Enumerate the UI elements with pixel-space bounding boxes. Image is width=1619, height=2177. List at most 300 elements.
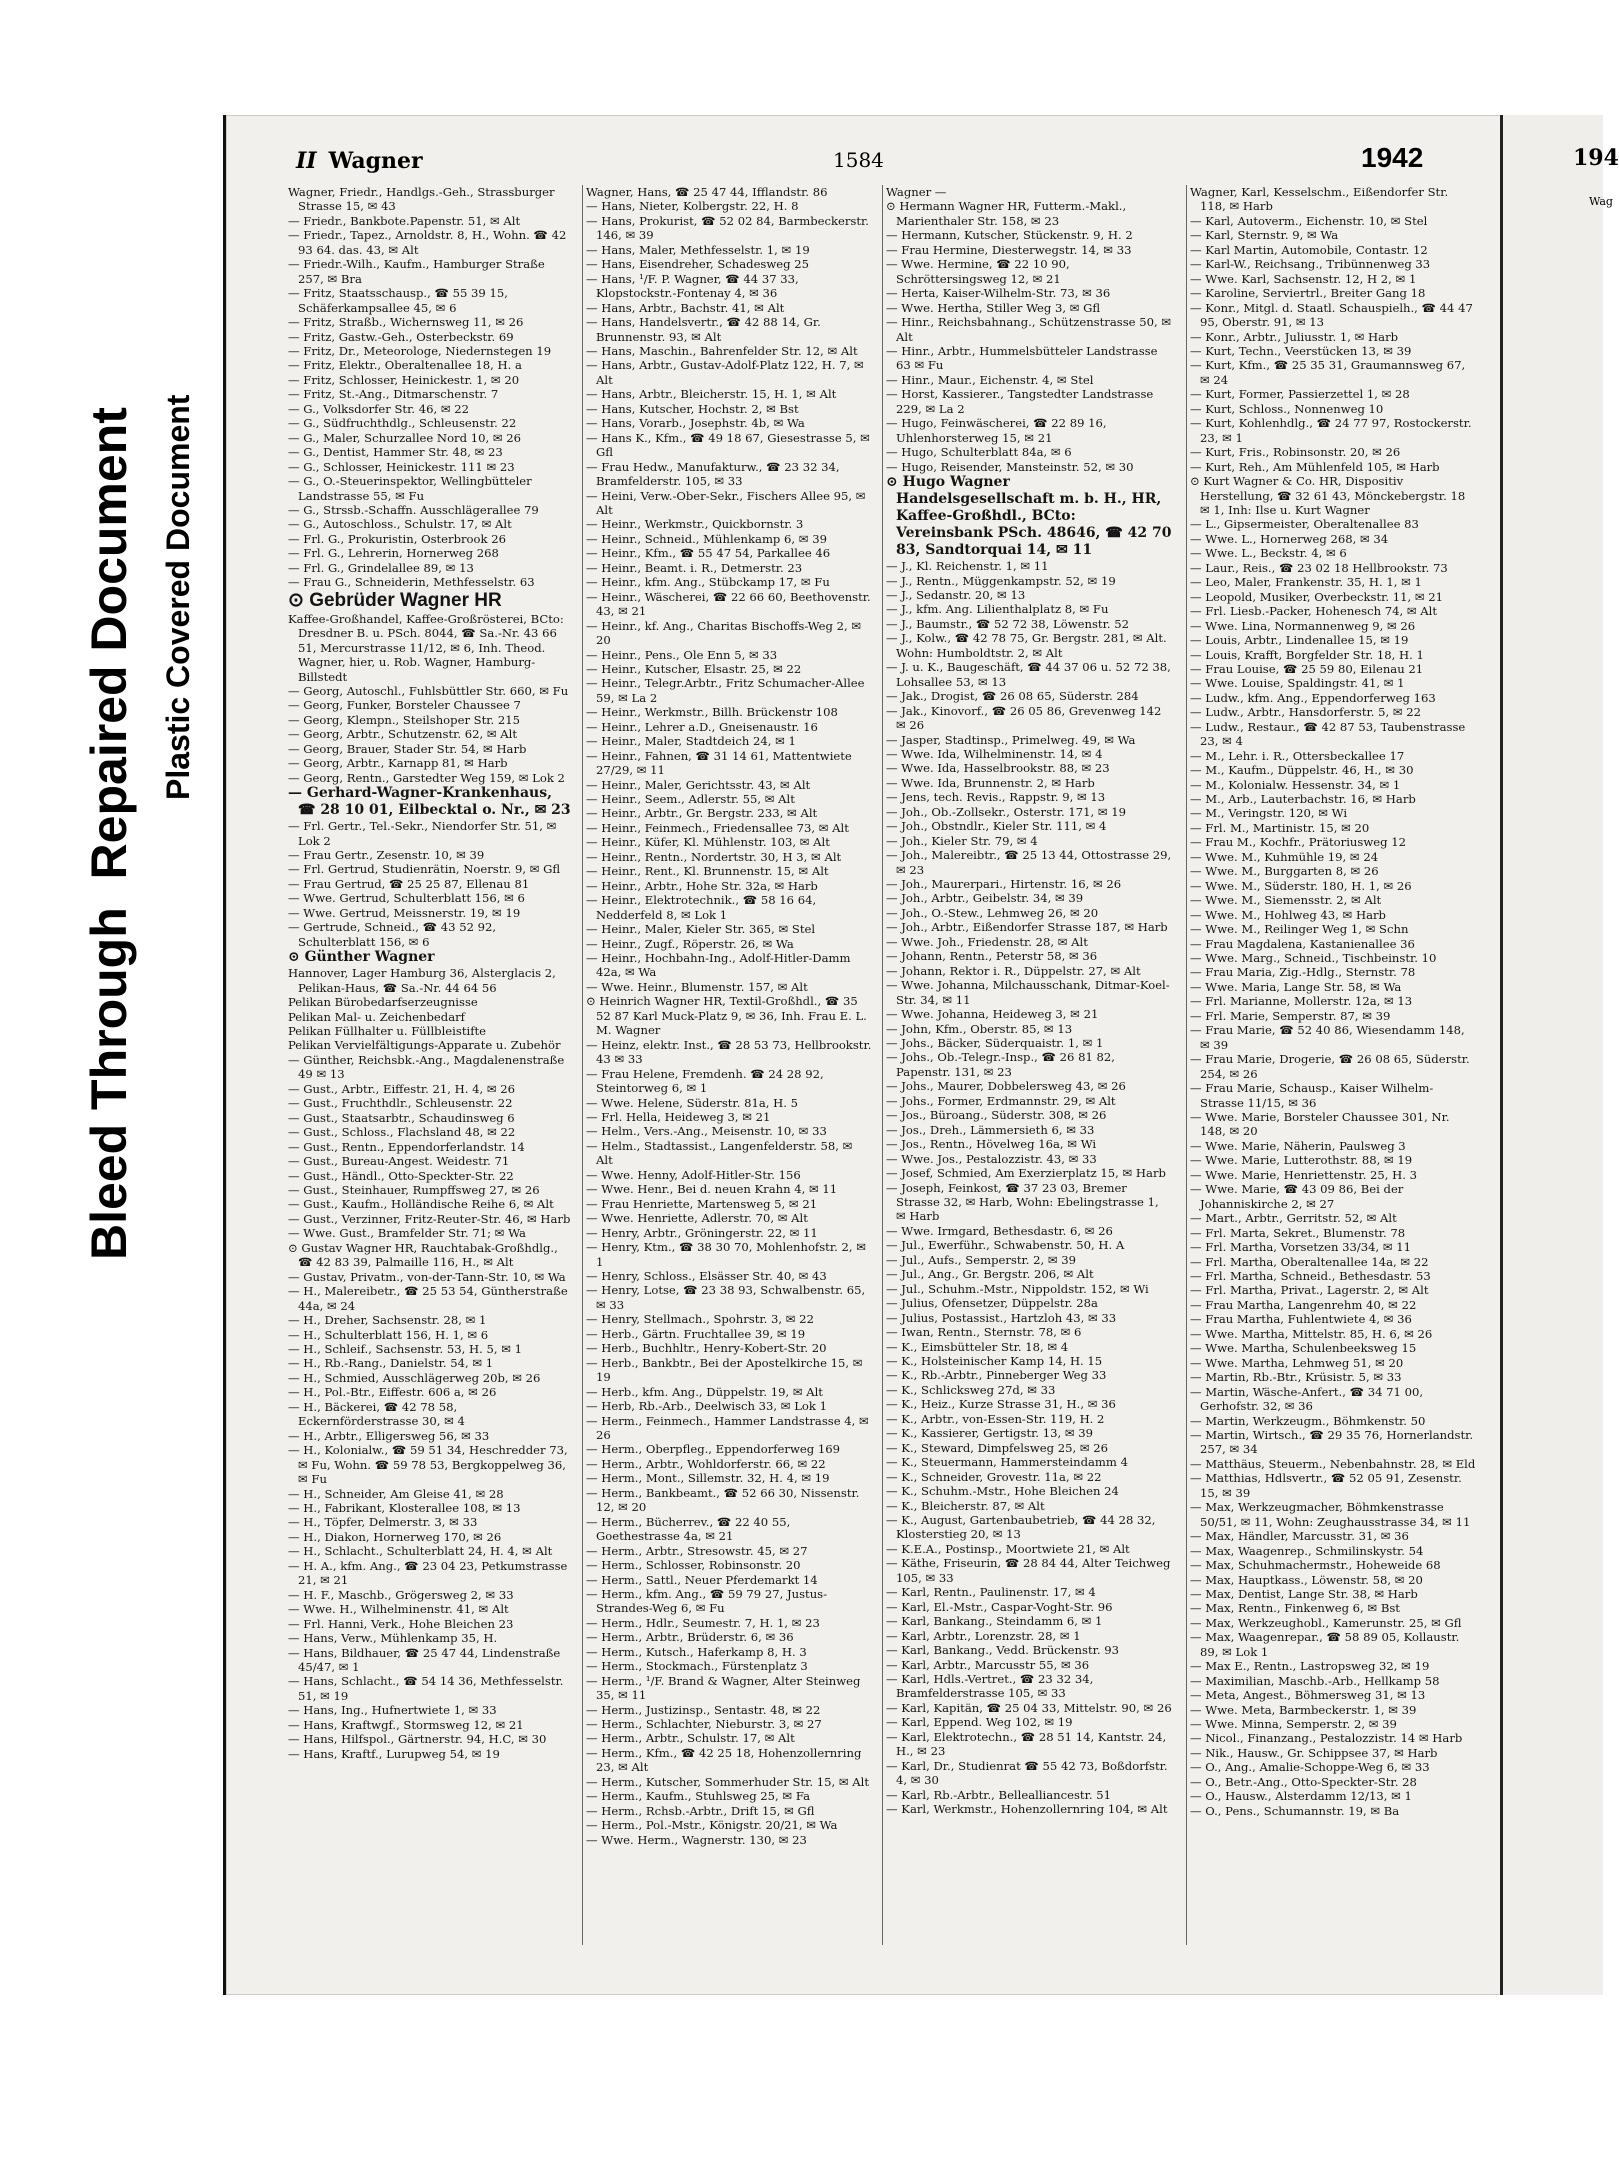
directory-entry: — Jul., Ewerführ., Schwabenstr. 50, H. A [886, 1238, 1125, 1253]
directory-entry: — Frl. Marianne, Mollerstr. 12a, ✉ 13 [1190, 994, 1413, 1009]
directory-entry: — Heinr., Schneid., Mühlenkamp 6, ✉ 39 [586, 531, 827, 546]
directory-entry: — Martin, Werkzeugm., Böhmkenstr. 50 [1190, 1413, 1426, 1428]
directory-entry: — Hinr., Maur., Eichenstr. 4, ✉ Stel [886, 372, 1094, 387]
column-rule [582, 185, 583, 1945]
directory-entry: — O., Betr.-Ang., Otto-Speckter-Str. 28 [1190, 1774, 1417, 1789]
directory-entry: — Gustav, Privatm., von-der-Tann-Str. 10, ✉ Wa [288, 1269, 566, 1284]
directory-entry: — Karl, Rentn., Paulinenstr. 17, ✉ 4 [886, 1585, 1096, 1600]
directory-entry: ⊙ Heinrich Wagner HR, Textil-Großhdl., ☎ 35 52 87 Karl Muck-Platz 9, ✉ 36, Inh. Frau E. L. M. Wagner [586, 994, 867, 1038]
page-header [226, 115, 1503, 173]
directory-entry: — Wwe. L., Hornerweg 268, ✉ 34 [1190, 531, 1389, 546]
directory-entry: — Jul., Ang., Gr. Bergstr. 206, ✉ Alt [886, 1267, 1094, 1282]
directory-entry: — Max, Händler, Marcusstr. 31, ✉ 36 [1190, 1529, 1409, 1544]
directory-column-2 [586, 185, 872, 1945]
directory-entry: — Wwe. Ida, Wilhelminenstr. 14, ✉ 4 [886, 746, 1103, 761]
directory-entry: — Frau Hermine, Diesterwegstr. 14, ✉ 33 [886, 242, 1132, 257]
directory-entry: — G., O.-Steuerinspektor, Wellingbütteler Landstrasse 55, ✉ Fu [288, 474, 532, 503]
directory-entry: — Karl, Werkmstr., Hohenzollernring 104, ✉ Alt [886, 1802, 1168, 1817]
directory-entry: — Jos., Rentn., Hövelweg 16a, ✉ Wi [886, 1137, 1097, 1152]
directory-entry: — Fritz, Staatsschausp., ☎ 55 39 15, Schäferkampsallee 45, ✉ 6 [288, 286, 508, 315]
directory-entry: — Frau Magdalena, Kastanienallee 36 [1190, 936, 1415, 951]
directory-entry: — Frl. Martha, Oberaltenallee 14a, ✉ 22 [1190, 1254, 1429, 1269]
header-name: Wagner [328, 148, 423, 174]
directory-entry: — M., Veringstr. 120, ✉ Wi [1190, 806, 1348, 821]
directory-entry: — Herm., Rchsb.-Arbtr., Drift 15, ✉ Gfl [586, 1803, 815, 1818]
directory-entry: — Wwe. Martha, Lehmweg 51, ✉ 20 [1190, 1355, 1404, 1370]
directory-entry: — Heinr., Seem., Adlerstr. 55, ✉ Alt [586, 792, 795, 807]
directory-entry: — Joseph, Feinkost, ☎ 37 23 03, Bremer Strasse 32, ✉ Harb, Wohn: Ebelingstrasse 1, ✉ Harb [886, 1180, 1159, 1224]
directory-entry: — K., Schuhm.-Mstr., Hohe Bleichen 24 [886, 1484, 1119, 1499]
directory-entry: — L., Gipsermeister, Oberaltenallee 83 [1190, 517, 1419, 532]
directory-entry: — G., Autoschloss., Schulstr. 17, ✉ Alt [288, 517, 512, 532]
directory-entry: Kaffee-Großhandel, Kaffee-Großrösterei, BCto: Dresdner B. u. PSch. 8044, ☎ Sa.-Nr. 43 66 51, Mercurstrasse 11/12, ✉ 6, Inh. Theod. Wagner, hier, u. Rob. Wagner, Hamburg-Billstedt [288, 611, 564, 684]
directory-entry: — Wwe. Marie, Borsteler Chaussee 301, Nr. 148, ✉ 20 [1190, 1110, 1450, 1139]
directory-entry: — H. F., Maschb., Grögersweg 2, ✉ 33 [288, 1587, 514, 1602]
directory-entry: — H., Dreher, Sachsenstr. 28, ✉ 1 [288, 1313, 487, 1328]
directory-entry: — Herm., Kfm., ☎ 42 25 18, Hohenzollernring 23, ✉ Alt [586, 1745, 862, 1775]
directory-entry: — Heinr., Küfer, Kl. Mühlenstr. 103, ✉ Alt [586, 835, 830, 850]
directory-entry: Wagner — [886, 185, 947, 199]
directory-entry: Pelikan Füllhalter u. Füllbleistifte [288, 1024, 486, 1039]
directory-entry: — Jos., Bürоang., Süderstr. 308, ✉ 26 [886, 1108, 1107, 1123]
directory-entry: — Herm., kfm. Ang., ☎ 59 79 27, Justus-Strandes-Weg 6, ✉ Fu [586, 1586, 828, 1616]
directory-entry: — Frau M., Kochfr., Prätoriusweg 12 [1190, 835, 1406, 850]
directory-entry: — Helm., Vers.-Ang., Meisenstr. 10, ✉ 33 [586, 1124, 827, 1139]
directory-entry: — Herm., Justizinsp., Sentastr. 48, ✉ 22 [586, 1702, 821, 1717]
page-number: 1584 [833, 148, 884, 172]
directory-entry: — J., Sedanstr. 20, ✉ 13 [886, 587, 1026, 602]
directory-entry: — H., Schneider, Am Gleise 41, ✉ 28 [288, 1486, 504, 1501]
directory-entry: Pelikan Bürobedarfserzeugnisse [288, 995, 478, 1010]
directory-entry: — Jul., Schuhm.-Mstr., Nippoldstr. 152, ✉ Wi [886, 1281, 1149, 1296]
directory-entry: — Frau Henriette, Martensweg 5, ✉ 21 [586, 1196, 818, 1211]
directory-entry: — J. u. K., Baugeschäft, ☎ 44 37 06 u. 52 72 38, Lohsallee 53, ✉ 13 [886, 660, 1171, 689]
scanned-directory-page [223, 115, 1503, 1995]
directory-entry: — Hugo, Schulterblatt 84a, ✉ 6 [886, 445, 1072, 460]
directory-entry: — Herm., Sattl., Neuer Pferdemarkt 14 [586, 1572, 818, 1587]
directory-entry: — H., Pol.-Btr., Eiffestr. 606 a, ✉ 26 [288, 1385, 497, 1400]
directory-entry: — Herm., Arbtr., Schulstr. 17, ✉ Alt [586, 1731, 795, 1746]
directory-entry: — Wwe. Meta, Barmbeckerstr. 1, ✉ 39 [1190, 1702, 1417, 1717]
directory-entry: — Heinr., Maler, Gerichtsstr. 43, ✉ Alt [586, 777, 811, 792]
directory-entry: — J., Kolw., ☎ 42 78 75, Gr. Bergstr. 281, ✉ Alt. Wohn: Humboldtstr. 2, ✉ Alt [886, 631, 1167, 660]
directory-entry: — Frl. Martha, Privat., Lagerstr. 2, ✉ Alt [1190, 1283, 1429, 1298]
directory-entry: — Karl, Kapitän, ☎ 25 04 33, Mittelstr. 90, ✉ 26 [886, 1700, 1172, 1715]
directory-entry: — Herb., Buchhltr., Henry-Kobert-Str. 20 [586, 1341, 827, 1356]
directory-entry: — Wwe. M., Kuhmühle 19, ✉ 24 [1190, 849, 1379, 864]
directory-entry: — Heinr., Maler, Kieler Str. 365, ✉ Stel [586, 922, 816, 937]
adjacent-page-year: 194 [1573, 145, 1619, 171]
directory-entry: — Max E., Rentn., Lastropsweg 32, ✉ 19 [1190, 1659, 1430, 1674]
directory-column-1 [288, 185, 574, 1945]
directory-entry: — John, Kfm., Oberstr. 85, ✉ 13 [886, 1021, 1073, 1036]
directory-entry: — Max, Werkzeugmacher, Böhmkenstrasse 50/51, ✉ 11, Wohn: Zeughausstrasse 34, ✉ 11 [1190, 1500, 1471, 1529]
directory-entry: — Fritz, St.-Ang., Ditmarschenstr. 7 [288, 387, 499, 402]
directory-entry: — Horst, Kassierer., Tangstedter Landstrasse 229, ✉ La 2 [886, 387, 1154, 416]
directory-entry: — K., Steward, Dimpfelsweg 25, ✉ 26 [886, 1440, 1109, 1455]
directory-entry: — Leopold, Musiker, Overbeckstr. 11, ✉ 21 [1190, 589, 1444, 604]
adjacent-page-edge [1500, 115, 1619, 1995]
directory-entry: — Herm., Feinmech., Hammer Landstrasse 4, ✉ 26 [586, 1413, 869, 1442]
directory-columns [288, 185, 1490, 1945]
directory-entry: — Heinr., Maler, Stadtdeich 24, ✉ 1 [586, 734, 796, 749]
column-rule [1186, 185, 1187, 1945]
directory-entry: — G., Maler, Schurzallee Nord 10, ✉ 26 [288, 430, 521, 445]
directory-entry: — Max, Hauptkass., Löwenstr. 58, ✉ 20 [1190, 1572, 1423, 1587]
directory-entry: — Georg, Brauer, Stader Str. 54, ✉ Harb [288, 741, 527, 756]
directory-entry: — J., Kl. Reichenstr. 1, ✉ 11 [886, 559, 1049, 574]
directory-entry: — Karl, Bankang., Steindamm 6, ✉ 1 [886, 1614, 1103, 1629]
directory-entry: — Hugo, Reisender, Mansteinstr. 52, ✉ 30 [886, 459, 1134, 474]
directory-entry: — Joh., Maurerpari., Hirtenstr. 16, ✉ 26 [886, 877, 1122, 892]
directory-entry: — K., Arbtr., von-Essen-Str. 119, H. 2 [886, 1411, 1105, 1426]
directory-entry: — Herm., Bankbeamt., ☎ 52 66 30, Nissenstr. 12, ✉ 20 [586, 1485, 860, 1515]
directory-entry: — Friedr.-Wilh., Kaufm., Hamburger Straße 257, ✉ Bra [288, 257, 545, 286]
directory-entry: — Hans, Prokurist, ☎ 52 02 84, Barmbeckerstr. 146, ✉ 39 [586, 213, 869, 243]
directory-entry: — Frl. Liesb.-Packer, Hohenesch 74, ✉ Alt [1190, 604, 1438, 619]
directory-entry: — Max, Waagenrepar., ☎ 58 89 05, Kollaustr. 89, ✉ Lok 1 [1190, 1630, 1460, 1659]
directory-entry: — Hans, Ing., Hufnertwiete 1, ✉ 33 [288, 1703, 497, 1718]
directory-entry: — Wwe. M., Süderstr. 180, H. 1, ✉ 26 [1190, 878, 1412, 893]
directory-entry: Wagner, Hans, ☎ 25 47 44, Ifflandstr. 86 [586, 185, 828, 199]
directory-entry: — Heinr., Rent., Kl. Brunnenstr. 15, ✉ Alt [586, 864, 829, 879]
directory-entry: — Kurt, Fris., Robinsonstr. 20, ✉ 26 [1190, 445, 1401, 460]
directory-entry: — K.E.A., Postinsp., Moortwiete 21, ✉ Alt [886, 1541, 1130, 1556]
directory-entry: — H., Arbtr., Elligersweg 56, ✉ 33 [288, 1428, 490, 1443]
directory-entry: — Martin, Wäsche-Anfert., ☎ 34 71 00, Gerhofstr. 32, ✉ 36 [1190, 1384, 1424, 1414]
directory-entry: — Heinr., Werkmstr., Billh. Brückenstr 108 [586, 705, 838, 720]
directory-entry: — Herm., Pol.-Mstr., Königstr. 20/21, ✉ Wa [586, 1818, 838, 1833]
directory-entry: — Kurt, Reh., Am Mühlenfeld 105, ✉ Harb [1190, 459, 1440, 474]
directory-entry: — Gust., Schloss., Flachsland 48, ✉ 22 [288, 1125, 516, 1140]
scan-top-margin [225, 0, 1600, 115]
directory-entry: ⊙ Gebrüder Wagner HR [288, 589, 502, 611]
directory-entry: — Max, Waagenrep., Schmilinskystr. 54 [1190, 1543, 1424, 1558]
directory-entry: — Herm., Schlachter, Nieburstr. 3, ✉ 27 [586, 1717, 822, 1732]
directory-entry: — Henry, Lotse, ☎ 23 38 93, Schwalbenstr. 65, ✉ 33 [586, 1283, 866, 1312]
directory-entry: — Hans, Arbtr., Gustav-Adolf-Platz 122, H. 7, ✉ Alt [586, 358, 864, 387]
directory-entry: — G., Volksdorfer Str. 46, ✉ 22 [288, 401, 469, 416]
directory-entry: — Julius, Postassist., Hartzloh 43, ✉ 33 [886, 1310, 1117, 1325]
directory-entry: — Wwe. M., Burggarten 8, ✉ 26 [1190, 864, 1379, 879]
directory-entry: Pelikan Vervielfältigungs-Apparate u. Zubehör [288, 1038, 561, 1053]
directory-entry: — Fritz, Straßb., Wichernsweg 11, ✉ 26 [288, 315, 524, 330]
directory-entry: — Wwe. M., Hohlweg 43, ✉ Harb [1190, 907, 1386, 922]
directory-column-4 [1190, 185, 1476, 1945]
directory-entry: — Frau G., Schneiderin, Methfesselstr. 63 [288, 575, 535, 590]
directory-entry: — Heinr., kfm. Ang., Stübckamp 17, ✉ Fu [586, 575, 830, 590]
directory-entry: — Henry, Stellmach., Spohrstr. 3, ✉ 22 [586, 1312, 814, 1327]
directory-entry: — Wwe. Herm., Wagnerstr. 130, ✉ 23 [586, 1832, 807, 1847]
directory-entry: — Heinz, elektr. Inst., ☎ 28 53 73, Hellbrookstr. 43 ✉ 33 [586, 1037, 872, 1067]
directory-entry: — Julius, Ofensetzer, Düppelstr. 28a [886, 1296, 1098, 1311]
directory-entry: — Wwe. Lina, Normannenweg 9, ✉ 26 [1190, 618, 1416, 633]
directory-entry: — Georg, Arbtr., Schutzenstr. 62, ✉ Alt [288, 727, 518, 742]
directory-entry: — Georg, Arbtr., Karnapp 81, ✉ Harb [288, 756, 508, 771]
directory-entry: — Wwe. Marie, Lutterothstr. 88, ✉ 19 [1190, 1153, 1413, 1168]
directory-entry: — K., Kassierer, Gertigstr. 13, ✉ 39 [886, 1426, 1094, 1441]
directory-entry: — Joh., Arbtr., Geibelstr. 34, ✉ 39 [886, 891, 1084, 906]
directory-entry: — Hans, Handelsvertr., ☎ 42 88 14, Gr. Brunnenstr. 93, ✉ Alt [586, 315, 821, 344]
directory-entry: — Hans, Schlacht., ☎ 54 14 36, Methfesselstr. 51, ✉ 19 [288, 1674, 564, 1703]
directory-entry: — H. A., kfm. Ang., ☎ 23 04 23, Petkumstrasse 21, ✉ 21 [288, 1558, 568, 1588]
directory-entry: — Frl. Hanni, Verk., Hohe Bleichen 23 [288, 1616, 514, 1631]
directory-entry: — Joh., Malereibtr., ☎ 25 13 44, Ottostrasse 29, ✉ 23 [886, 848, 1172, 877]
directory-entry: — Heinr., Fahnen, ☎ 31 14 61, Mattentwiete 27/29, ✉ 11 [586, 748, 852, 778]
directory-entry: — Hans, Maler, Methfesselstr. 1, ✉ 19 [586, 242, 810, 257]
directory-entry: — Wwe. Marg., Schneid., Tischbeinstr. 10 [1190, 951, 1437, 966]
directory-entry: — Matthäus, Steuerm., Nebenbahnstr. 28, ✉ Eld [1190, 1456, 1476, 1471]
directory-entry: — Frl. G., Grindelallee 89, ✉ 13 [288, 560, 474, 575]
directory-entry: — Herm., Schlosser, Robinsonstr. 20 [586, 1558, 801, 1573]
directory-entry: — Hinr., Reichsbahnang., Schützenstrasse 50, ✉ Alt [886, 315, 1172, 344]
directory-entry: — Karl, Rb.-Arbtr., Bellealliancestr. 51 [886, 1787, 1111, 1802]
directory-entry: — Heini, Verw.-Ober-Sekr., Fischers Allee 95, ✉ Alt [586, 488, 866, 517]
directory-entry: — Wwe. M., Siemensstr. 2, ✉ Alt [1190, 893, 1382, 908]
directory-entry: — Karl Martin, Automobile, Contastr. 12 [1190, 242, 1428, 257]
directory-entry: — Wwe. Johanna, Heideweg 3, ✉ 21 [886, 1007, 1099, 1022]
directory-entry: — Max, Rentn., Finkenweg 6, ✉ Bst [1190, 1601, 1400, 1616]
directory-entry: — Wwe. Heinr., Blumenstr. 157, ✉ Alt [586, 979, 808, 994]
directory-entry: — K., Schneider, Grovestr. 11a, ✉ 22 [886, 1469, 1102, 1484]
directory-entry: Hannover, Lager Hamburg 36, Alsterglacis 2, Pelikan-Haus, ☎ Sa.-Nr. 44 64 56 [288, 966, 556, 995]
directory-entry: — Gerhard-Wagner-Krankenhaus, ☎ 28 10 01, Eilbecktal o. Nr., ✉ 23 [288, 785, 571, 819]
directory-entry: — Joh., O.-Stew., Lehmweg 26, ✉ 20 [886, 905, 1099, 920]
directory-entry: ⊙ Gustav Wagner HR, Rauchtabak-Großhdlg., ☎ 42 83 39, Palmaille 116, H., ✉ Alt [288, 1240, 558, 1270]
directory-entry: — Gust., Händl., Otto-Speckter-Str. 22 [288, 1168, 514, 1183]
directory-entry: — Henry, Schloss., Elsässer Str. 40, ✉ 43 [586, 1268, 827, 1283]
directory-entry: — Nicol., Finanzang., Pestalozzistr. 14 ✉ Harb [1190, 1731, 1463, 1746]
bleed-through-label: Bleed Through Repaired Document [81, 407, 137, 1260]
directory-entry: — Hans, ¹/F. P. Wagner, ☎ 44 37 33, Klopstockstr.-Fontenay 4, ✉ 36 [586, 271, 799, 301]
directory-entry: — Johs., Bäcker, Süderquaistr. 1, ✉ 1 [886, 1036, 1104, 1051]
directory-entry: — Wwe. L., Beckstr. 4, ✉ 6 [1190, 546, 1347, 561]
directory-entry: — Hans K., Kfm., ☎ 49 18 67, Giesestrasse 5, ✉ Gfl [586, 430, 870, 460]
directory-entry: — Karl, Arbtr., Marcusstr 55, ✉ 36 [886, 1657, 1090, 1672]
directory-entry: — Hinr., Arbtr., Hummelsbütteler Landstrasse 63 ✉ Fu [886, 343, 1158, 373]
directory-entry: — Frau Hedw., Manufakturw., ☎ 23 32 34, Bramfelderstr. 105, ✉ 33 [586, 459, 840, 489]
directory-entry: — Heinr., Arbtr., Gr. Bergstr. 233, ✉ Alt [586, 806, 818, 821]
directory-entry: — Gertrude, Schneid., ☎ 43 52 92, Schulterblatt 156, ✉ 6 [288, 920, 497, 949]
directory-entry: — Frl. Marie, Semperstr. 87, ✉ 39 [1190, 1008, 1391, 1023]
directory-entry: — Hans, Kutscher, Hochstr. 2, ✉ Bst [586, 401, 799, 416]
annotation-sidebar [0, 0, 225, 2177]
directory-entry: — Georg, Funker, Borsteler Chaussee 7 [288, 698, 521, 713]
directory-entry: — H., Malereibetr., ☎ 25 53 54, Güntherstraße 44a, ✉ 24 [288, 1284, 568, 1313]
directory-entry: — Herm., Arbtr., Stresowstr. 45, ✉ 27 [586, 1543, 808, 1558]
directory-entry: — Heinr., Elektrotechnik., ☎ 58 16 64, Nedderfeld 8, ✉ Lok 1 [586, 893, 817, 922]
directory-entry: — K., Rb.-Arbtr., Pinneberger Weg 33 [886, 1368, 1107, 1383]
directory-entry: — Wwe. Maria, Lange Str. 58, ✉ Wa [1190, 979, 1402, 994]
directory-entry: — Frau Martha, Langenrehm 40, ✉ 22 [1190, 1297, 1417, 1312]
directory-entry: — H., Töpfer, Delmerstr. 3, ✉ 33 [288, 1515, 478, 1530]
column-rule [882, 185, 883, 1945]
directory-entry: — Käthe, Friseurin, ☎ 28 84 44, Alter Teichweg 105, ✉ 33 [886, 1556, 1171, 1585]
directory-entry: — Frau Marie, Drogerie, ☎ 26 08 65, Süderstr. 254, ✉ 26 [1190, 1052, 1470, 1081]
directory-entry: — Joh., Obstndlr., Kieler Str. 111, ✉ 4 [886, 819, 1107, 834]
directory-entry: — Karl, Arbtr., Lorenzstr. 28, ✉ 1 [886, 1628, 1081, 1643]
directory-entry: — Wwe. Gust., Bramfelder Str. 71; ✉ Wa [288, 1226, 526, 1241]
directory-entry: — Henry, Ktm., ☎ 38 30 70, Mohlenhofstr. 2, ✉ 1 [586, 1240, 866, 1269]
directory-entry: — Wwe. Gertrud, Meissnerstr. 19, ✉ 19 [288, 905, 521, 920]
directory-entry: — Max, Werkzeughobl., Kamerunstr. 25, ✉ Gfl [1190, 1615, 1462, 1630]
directory-entry: — Frau Gertr., Zesenstr. 10, ✉ 39 [288, 848, 485, 863]
directory-entry: — Hans, Maschin., Bahrenfelder Str. 12, ✉ Alt [586, 343, 858, 358]
directory-entry: — Frau Marie, ☎ 52 40 86, Wiesendamm 148, ✉ 39 [1190, 1023, 1465, 1052]
directory-entry: — Frl. M., Martinistr. 15, ✉ 20 [1190, 820, 1370, 835]
directory-entry: — Martin, Wirtsch., ☎ 29 35 76, Hornerlandstr. 257, ✉ 34 [1190, 1427, 1474, 1457]
directory-entry: — Johann, Rentn., Peterstr 58, ✉ 36 [886, 949, 1098, 964]
section-number: II [296, 148, 317, 174]
directory-entry: — Fritz, Gastw.-Geh., Osterbeckstr. 69 [288, 329, 514, 344]
directory-entry: — Günther, Reichsbk.-Ang., Magdalenenstraße 49 ✉ 13 [288, 1052, 565, 1082]
directory-entry: — Heinr., kf. Ang., Charitas Bischoffs-Weg 2, ✉ 20 [586, 618, 862, 648]
directory-entry: — Johs., Former, Erdmannstr. 29, ✉ Alt [886, 1093, 1116, 1108]
directory-entry: — Henry, Arbtr., Gröningerstr. 22, ✉ 11 [586, 1225, 818, 1240]
directory-entry: Wagner, Friedr., Handlgs.-Geh., Strassburger Strasse 15, ✉ 43 [288, 185, 555, 214]
directory-entry: — Hans, Kraftf., Lurupweg 54, ✉ 19 [288, 1746, 500, 1761]
directory-entry: — Kurt, Kohlenhdlg., ☎ 24 77 97, Rostockerstr. 23, ✉ 1 [1190, 416, 1472, 445]
directory-entry: — J., Rentn., Müggenkampstr. 52, ✉ 19 [886, 573, 1116, 588]
directory-entry: — Frau Gertrud, ☎ 25 25 87, Ellenau 81 [288, 876, 530, 891]
directory-entry: — H., Kolonialw., ☎ 59 51 34, Heschredder 73, ✉ Fu, Wohn. ☎ 59 78 53, Bergkoppelweg 36, ✉ Fu [288, 1443, 568, 1487]
directory-entry: — Hermann, Kutscher, Stückenstr. 9, H. 2 [886, 228, 1133, 243]
directory-entry: — Georg, Rentn., Garstedter Weg 159, ✉ Lok 2 [288, 770, 565, 785]
directory-entry: — Karl, Dr., Studienrat ☎ 55 42 73, Boßdorfstr. 4, ✉ 30 [886, 1758, 1168, 1788]
directory-entry: — K., Heiz., Kurze Strasse 31, H., ✉ 36 [886, 1397, 1116, 1412]
directory-entry: — Wwe. H., Wilhelminenstr. 41, ✉ Alt [288, 1602, 509, 1617]
directory-entry: Pelikan Mal- u. Zeichenbedarf [288, 1009, 465, 1024]
directory-entry: — G., Dentist, Hammer Str. 48, ✉ 23 [288, 445, 503, 460]
directory-entry: — K., Holsteinischer Kamp 14, H. 15 [886, 1353, 1103, 1368]
directory-entry: — Wwe. Marie, ☎ 43 09 86, Bei der Johanniskirche 2, ✉ 27 [1190, 1182, 1404, 1211]
directory-entry: — H., Schmied, Ausschlägerweg 20b, ✉ 26 [288, 1370, 541, 1385]
directory-entry: — Fritz, Schlosser, Heinickestr. 1, ✉ 20 [288, 372, 520, 387]
directory-entry: — Wwe. Henriette, Adlerstr. 70, ✉ Alt [586, 1211, 808, 1226]
directory-entry: — Wwe. Johanna, Milchausschank, Ditmar-Koel-Str. 34, ✉ 11 [886, 978, 1170, 1007]
header-year: 1942 [1361, 142, 1424, 173]
directory-entry: — Ludw., kfm. Ang., Eppendorferweg 163 [1190, 690, 1436, 705]
directory-entry: — Matthias, Hdlsvertr., ☎ 52 05 91, Zesenstr. 15, ✉ 39 [1190, 1471, 1462, 1500]
directory-entry: — Jos., Dreh., Lämmersieth 6, ✉ 33 [886, 1122, 1095, 1137]
directory-entry: — G., Schlosser, Heinickestr. 111 ✉ 23 [288, 459, 515, 474]
directory-entry: — Wwe. Gertrud, Schulterblatt 156, ✉ 6 [288, 891, 525, 906]
directory-entry: — Karl-W., Reichsang., Tribünnenweg 33 [1190, 257, 1431, 272]
directory-entry: — Fritz, Elektr., Oberaltenallee 18, H. a [288, 358, 522, 373]
directory-entry: — Herb., kfm. Ang., Düppelstr. 19, ✉ Alt [586, 1384, 823, 1399]
directory-entry: — Herb., Bankbtr., Bei der Apostelkirche 15, ✉ 19 [586, 1355, 863, 1385]
directory-entry: ⊙ Hermann Wagner HR, Futterm.-Makl., Marienthaler Str. 158, ✉ 23 [886, 199, 1127, 228]
directory-entry: — Nik., Hausw., Gr. Schippsee 37, ✉ Harb [1190, 1745, 1438, 1760]
directory-entry: — Karl, Autoverm., Eichenstr. 10, ✉ Stel [1190, 213, 1428, 228]
directory-entry: — Frau Martha, Fuhlentwiete 4, ✉ 36 [1190, 1312, 1412, 1327]
directory-entry: — M., Kolonialw. Hessenstr. 34, ✉ 1 [1190, 777, 1401, 792]
directory-entry: — Heinr., Werkmstr., Quickbornstr. 3 [586, 517, 804, 532]
directory-entry: — K., Eimsbütteler Str. 18, ✉ 4 [886, 1339, 1069, 1354]
directory-entry: — Frau Maria, Zig.-Hdlg., Sternstr. 78 [1190, 965, 1416, 980]
directory-entry: — Meta, Angest., Böhmersweg 31, ✉ 13 [1190, 1688, 1426, 1703]
directory-entry: — Hugo, Feinwäscherei, ☎ 22 89 16, Uhlenhorsterweg 15, ✉ 21 [886, 416, 1107, 445]
directory-entry: — Ludw., Restaur., ☎ 42 87 53, Taubenstrasse 23, ✉ 4 [1190, 719, 1466, 749]
directory-entry: — K., Bleicherstr. 87, ✉ Alt [886, 1498, 1045, 1513]
directory-entry: — Karl, Eppend. Weg 102, ✉ 19 [886, 1715, 1073, 1730]
directory-entry: — Hans, Vorarb., Josephstr. 4b, ✉ Wa [586, 416, 805, 431]
directory-entry: — Max, Schuhmachermstr., Hoheweide 68 [1190, 1558, 1441, 1573]
directory-entry: — Frl. Hella, Heideweg 3, ✉ 21 [586, 1110, 771, 1124]
directory-entry: — Konr., Mitgl. d. Staatl. Schauspielh., ☎ 44 47 95, Oberstr. 91, ✉ 13 [1190, 300, 1473, 330]
directory-entry: — Heinr., Arbtr., Hohe Str. 32a, ✉ Harb [586, 878, 818, 893]
directory-entry: — Gust., Staatsarbtr., Schaudinsweg 6 [288, 1110, 515, 1125]
directory-entry: — Johann, Rektor i. R., Düppelstr. 27, ✉ Alt [886, 963, 1141, 978]
directory-entry: — Iwan, Rentn., Sternstr. 78, ✉ 6 [886, 1325, 1082, 1340]
directory-entry: — Kurt, Former, Passierzettel 1, ✉ 28 [1190, 387, 1410, 402]
directory-entry: — Wwe. Ida, Brunnenstr. 2, ✉ Harb [886, 775, 1095, 790]
directory-entry: — Frl. Gertrud, Studienrätin, Noerstr. 9, ✉ Gfl [288, 862, 561, 877]
directory-entry: — Gust., Bureau-Angest. Weidestr. 71 [288, 1154, 510, 1169]
directory-entry: — O., Ang., Amalie-Schoppe-Weg 6, ✉ 33 [1190, 1760, 1430, 1775]
directory-entry: — M., Arb., Lauterbachstr. 16, ✉ Harb [1190, 792, 1416, 807]
directory-entry: — Heinr., Rentn., Nordertstr. 30, H 3, ✉ Alt [586, 849, 842, 864]
directory-entry: — Joh., Kieler Str. 79, ✉ 4 [886, 833, 1038, 848]
directory-entry: — Konr., Arbtr., Juliusstr. 1, ✉ Harb [1190, 329, 1399, 344]
directory-entry: — Herb., Gärtn. Fruchtallee 39, ✉ 19 [586, 1326, 806, 1341]
directory-entry: — Wwe. Karl, Sachsenstr. 12, H 2, ✉ 1 [1190, 271, 1417, 286]
directory-entry: — Karl, Hdls.-Vertret., ☎ 23 32 34, Bramfelderstrasse 105, ✉ 33 [886, 1671, 1094, 1701]
directory-entry: — Hans, Hilfspol., Gärtnerstr. 94, H.C, ✉ 30 [288, 1732, 547, 1747]
directory-entry: — H., Schulterblatt 156, H. 1, ✉ 6 [288, 1327, 489, 1342]
directory-entry: — Frau Marie, Schausp., Kaiser Wilhelm-Strasse 11/15, ✉ 36 [1190, 1081, 1434, 1110]
directory-entry: — G., Südfruchthdlg., Schleusenstr. 22 [288, 416, 517, 431]
directory-entry: — Frl. Martha, Vorsetzen 33/34, ✉ 11 [1190, 1240, 1412, 1255]
directory-entry: — Jak., Drogist, ☎ 26 08 65, Süderstr. 284 [886, 689, 1139, 704]
directory-entry: — Heinr., Wäscherei, ☎ 22 66 60, Beethovenstr. 43, ✉ 21 [586, 589, 871, 619]
directory-entry: — Herm., Arbtr., Wohldorferstr. 66, ✉ 22 [586, 1456, 826, 1471]
directory-entry: — Georg, Autoschl., Fuhlsbüttler Str. 660, ✉ Fu [288, 683, 569, 698]
directory-entry: — Hans, Nieter, Kolbergstr. 22, H. 8 [586, 199, 799, 214]
directory-entry: — Karl, Sternstr. 9, ✉ Wa [1190, 228, 1339, 243]
directory-entry: — Gust., Verzinner, Fritz-Reuter-Str. 46, ✉ Harb [288, 1211, 571, 1226]
directory-entry: — Heinr., Pens., Ole Enn 5, ✉ 33 [586, 647, 778, 662]
directory-entry: — Wwe. Martha, Schulenbeeksweg 15 [1190, 1341, 1417, 1356]
directory-entry: — J., Baumstr., ☎ 52 72 38, Löwenstr. 52 [886, 616, 1129, 631]
directory-entry: — Jasper, Stadtinsp., Primelweg. 49, ✉ Wa [886, 732, 1136, 747]
directory-entry: — H., Diakon, Hornerweg 170, ✉ 26 [288, 1529, 502, 1544]
directory-entry: — Heinr., Hochbahn-Ing., Adolf-Hitler-Damm 42a, ✉ Wa [586, 951, 851, 980]
directory-entry: — Herm., ¹/F. Brand & Wagner, Alter Steinweg 35, ✉ 11 [586, 1673, 861, 1703]
directory-entry: — Heinr., Zugf., Röperstr. 26, ✉ Wa [586, 936, 794, 951]
directory-entry: ⊙ Hugo Wagner Handelsgesellschaft m. b. H., HR, Kaffee-Großhdl., BCto: Vereinsbank PSch. 48646, ☎ 42 70 83, Sandtorquai 14, ✉ 11 [886, 474, 1172, 559]
directory-entry: ⊙ Kurt Wagner & Co. HR, Dispositiv Herstellung, ☎ 32 61 43, Mönckebergstr. 18 ✉ 1, Inh: Ilse u. Kurt Wagner [1190, 474, 1466, 517]
directory-entry: — Heinr., Kutscher, Elsastr. 25, ✉ 22 [586, 661, 802, 676]
directory-entry: — Jak., Kinovorf., ☎ 26 05 86, Grevenweg 142 ✉ 26 [886, 703, 1162, 733]
directory-entry: — Frl. Gertr., Tel.-Sekr., Niendorfer Str. 51, ✉ Lok 2 [288, 819, 557, 848]
directory-entry: — Karl, El.-Mstr., Caspar-Voght-Str. 96 [886, 1599, 1113, 1614]
directory-entry: — Wwe. M., Reilinger Weg 1, ✉ Schn [1190, 922, 1409, 937]
adjacent-page-word: Wag [1589, 195, 1613, 208]
directory-entry: — Herm., Mont., Sillemstr. 32, H. 4, ✉ 19 [586, 1471, 830, 1486]
directory-entry: — Martin, Rb.-Btr., Krüsistr. 5, ✉ 33 [1190, 1370, 1402, 1385]
directory-entry: — Heinr., Telegr.Arbtr., Fritz Schumacher-Allee 59, ✉ La 2 [586, 676, 865, 705]
directory-entry: — Wwe. Joh., Friedenstr. 28, ✉ Alt [886, 934, 1088, 949]
directory-entry: — Heinr., Beamt. i. R., Detmerstr. 23 [586, 560, 803, 575]
directory-entry: — Hans, Bildhauer, ☎ 25 47 44, Lindenstraße 45/47, ✉ 1 [288, 1645, 561, 1674]
directory-entry: — Herm., Oberpfleg., Eppendorferweg 169 [586, 1442, 840, 1457]
directory-entry: — Frau Helene, Fremdenh. ☎ 24 28 92, Steintorweg 6, ✉ 1 [586, 1066, 824, 1096]
directory-entry: — Wwe. Martha, Mittelstr. 85, H. 6, ✉ 26 [1190, 1326, 1433, 1341]
directory-entry: — Louis, Krafft, Borgfelder Str. 18, H. 1 [1190, 647, 1424, 662]
directory-entry: — O., Pens., Schumannstr. 19, ✉ Ba [1190, 1803, 1400, 1818]
directory-entry: — Leo, Maler, Frankenstr. 35, H. 1, ✉ 1 [1190, 575, 1422, 590]
